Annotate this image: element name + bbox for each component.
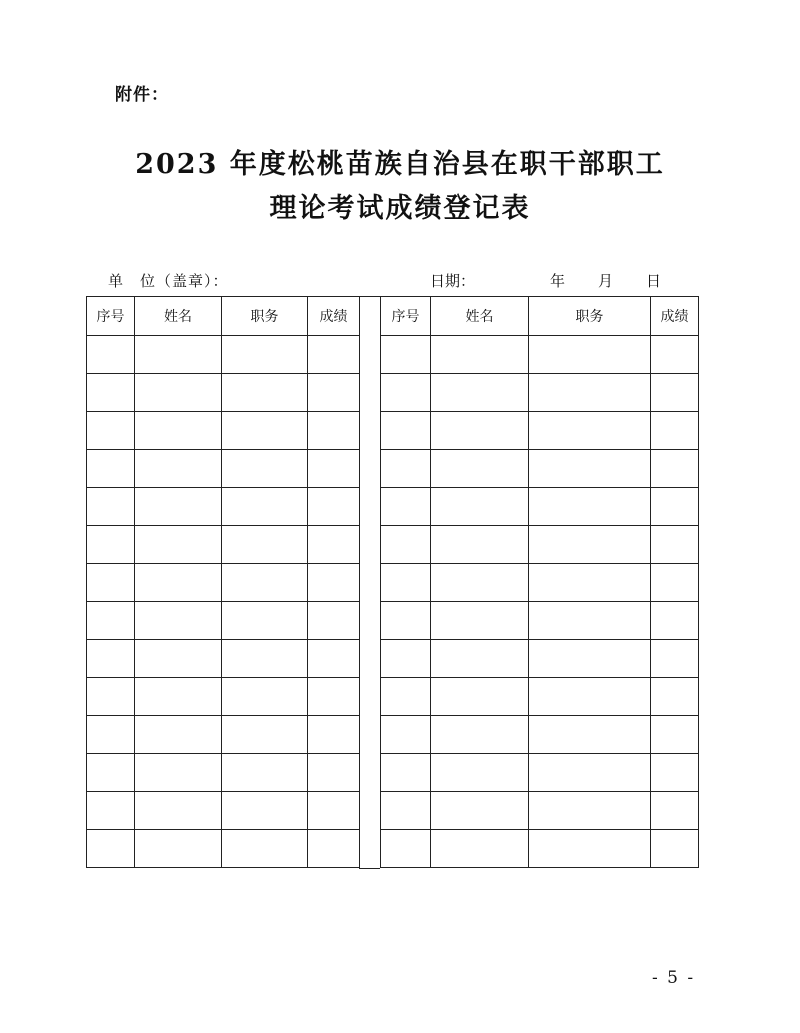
position-cell — [222, 564, 308, 602]
score-cell — [651, 830, 699, 868]
score-cell — [651, 450, 699, 488]
serial-cell — [87, 754, 135, 792]
position-cell — [529, 830, 651, 868]
name-cell — [135, 754, 222, 792]
unit-seal-label: 单 位（盖章）： — [108, 272, 229, 290]
serial-cell — [87, 830, 135, 868]
month-label: 月 — [598, 272, 614, 290]
score-cell — [651, 640, 699, 678]
name-cell — [431, 450, 529, 488]
document-title-line-2: 理论考试成绩登记表 — [269, 193, 531, 224]
column-header-name: 姓名 — [135, 297, 222, 336]
table-row — [87, 830, 360, 868]
position-cell — [222, 830, 308, 868]
table-row — [381, 754, 699, 792]
name-cell — [431, 830, 529, 868]
serial-cell — [87, 564, 135, 602]
position-cell — [222, 754, 308, 792]
score-cell — [308, 488, 360, 526]
serial-cell — [87, 526, 135, 564]
serial-cell — [87, 488, 135, 526]
name-cell — [431, 754, 529, 792]
column-header-serial: 序号 — [87, 297, 135, 336]
table-header-row — [87, 297, 360, 336]
score-cell — [308, 564, 360, 602]
score-cell — [651, 754, 699, 792]
serial-cell — [87, 602, 135, 640]
year-label: 年 — [550, 272, 566, 290]
serial-cell — [381, 716, 431, 754]
name-cell — [431, 716, 529, 754]
table-row — [381, 640, 699, 678]
table-row — [381, 374, 699, 412]
position-cell — [222, 450, 308, 488]
serial-cell — [381, 754, 431, 792]
position-cell — [222, 602, 308, 640]
serial-cell — [87, 336, 135, 374]
score-cell — [651, 602, 699, 640]
table-header-row — [381, 297, 699, 336]
score-cell — [651, 336, 699, 374]
table-row — [381, 336, 699, 374]
score-cell — [651, 716, 699, 754]
column-header-position: 职务 — [529, 297, 651, 336]
position-cell — [222, 792, 308, 830]
position-cell — [222, 374, 308, 412]
table-row — [381, 678, 699, 716]
name-cell — [135, 412, 222, 450]
position-cell — [529, 602, 651, 640]
name-cell — [135, 488, 222, 526]
serial-cell — [381, 602, 431, 640]
position-cell — [529, 488, 651, 526]
serial-cell — [87, 412, 135, 450]
serial-cell — [381, 564, 431, 602]
column-header-score: 成绩 — [308, 297, 360, 336]
table-row — [87, 640, 360, 678]
name-cell — [135, 374, 222, 412]
table-row — [87, 336, 360, 374]
page-number: - 5 - — [652, 968, 696, 988]
column-header-score: 成绩 — [651, 297, 699, 336]
serial-cell — [381, 374, 431, 412]
serial-cell — [87, 792, 135, 830]
serial-cell — [87, 716, 135, 754]
position-cell — [529, 564, 651, 602]
name-cell — [135, 792, 222, 830]
score-cell — [651, 412, 699, 450]
table-row — [87, 716, 360, 754]
score-cell — [651, 678, 699, 716]
right-score-table — [380, 296, 699, 868]
date-label: 日期： — [430, 272, 476, 290]
name-cell — [431, 640, 529, 678]
score-cell — [308, 754, 360, 792]
position-cell — [222, 678, 308, 716]
score-cell — [308, 450, 360, 488]
serial-cell — [87, 640, 135, 678]
position-cell — [529, 450, 651, 488]
position-cell — [529, 640, 651, 678]
serial-cell — [381, 488, 431, 526]
name-cell — [135, 526, 222, 564]
position-cell — [222, 640, 308, 678]
score-cell — [308, 412, 360, 450]
score-cell — [651, 564, 699, 602]
score-cell — [651, 374, 699, 412]
position-cell — [222, 336, 308, 374]
table-row — [381, 412, 699, 450]
table-row — [381, 830, 699, 868]
name-cell — [431, 412, 529, 450]
position-cell — [222, 412, 308, 450]
attachment-label: 附件： — [115, 85, 169, 105]
position-cell — [222, 716, 308, 754]
day-label: 日 — [646, 272, 662, 290]
table-row — [381, 716, 699, 754]
position-cell — [529, 716, 651, 754]
table-row — [87, 450, 360, 488]
name-cell — [135, 564, 222, 602]
score-cell — [651, 488, 699, 526]
position-cell — [529, 374, 651, 412]
serial-cell — [381, 678, 431, 716]
position-cell — [222, 488, 308, 526]
left-score-table — [86, 296, 360, 868]
position-cell — [529, 412, 651, 450]
table-row — [87, 564, 360, 602]
score-cell — [308, 602, 360, 640]
column-header-position: 职务 — [222, 297, 308, 336]
name-cell — [431, 564, 529, 602]
table-row — [381, 564, 699, 602]
score-cell — [651, 526, 699, 564]
table-row — [381, 526, 699, 564]
document-title-line-1: 2023 年度松桃苗族自治县在职干部职工 — [135, 149, 665, 180]
name-cell — [135, 640, 222, 678]
position-cell — [529, 754, 651, 792]
score-cell — [308, 336, 360, 374]
name-cell — [431, 792, 529, 830]
name-cell — [135, 830, 222, 868]
serial-cell — [381, 412, 431, 450]
column-header-serial: 序号 — [381, 297, 431, 336]
table-row — [381, 488, 699, 526]
score-cell — [308, 678, 360, 716]
table-row — [87, 792, 360, 830]
name-cell — [431, 602, 529, 640]
table-row — [87, 754, 360, 792]
serial-cell — [381, 640, 431, 678]
serial-cell — [381, 336, 431, 374]
name-cell — [431, 678, 529, 716]
name-cell — [135, 336, 222, 374]
table-row — [87, 602, 360, 640]
position-cell — [529, 526, 651, 564]
score-cell — [308, 792, 360, 830]
serial-cell — [87, 450, 135, 488]
table-row — [381, 450, 699, 488]
table-row — [87, 526, 360, 564]
score-cell — [651, 792, 699, 830]
name-cell — [135, 716, 222, 754]
table-row — [381, 792, 699, 830]
position-cell — [529, 678, 651, 716]
score-cell — [308, 716, 360, 754]
table-row — [87, 488, 360, 526]
serial-cell — [381, 450, 431, 488]
position-cell — [529, 792, 651, 830]
position-cell — [529, 336, 651, 374]
name-cell — [135, 602, 222, 640]
serial-cell — [87, 678, 135, 716]
serial-cell — [87, 374, 135, 412]
score-cell — [308, 640, 360, 678]
serial-cell — [381, 830, 431, 868]
column-header-name: 姓名 — [431, 297, 529, 336]
name-cell — [135, 678, 222, 716]
score-cell — [308, 830, 360, 868]
name-cell — [431, 488, 529, 526]
position-cell — [222, 526, 308, 564]
table-row — [87, 412, 360, 450]
serial-cell — [381, 526, 431, 564]
table-row — [87, 678, 360, 716]
table-row — [87, 374, 360, 412]
serial-cell — [381, 792, 431, 830]
name-cell — [431, 374, 529, 412]
name-cell — [431, 526, 529, 564]
score-cell — [308, 374, 360, 412]
table-row — [381, 602, 699, 640]
name-cell — [135, 450, 222, 488]
table-gutter — [359, 296, 380, 869]
name-cell — [431, 336, 529, 374]
score-cell — [308, 526, 360, 564]
